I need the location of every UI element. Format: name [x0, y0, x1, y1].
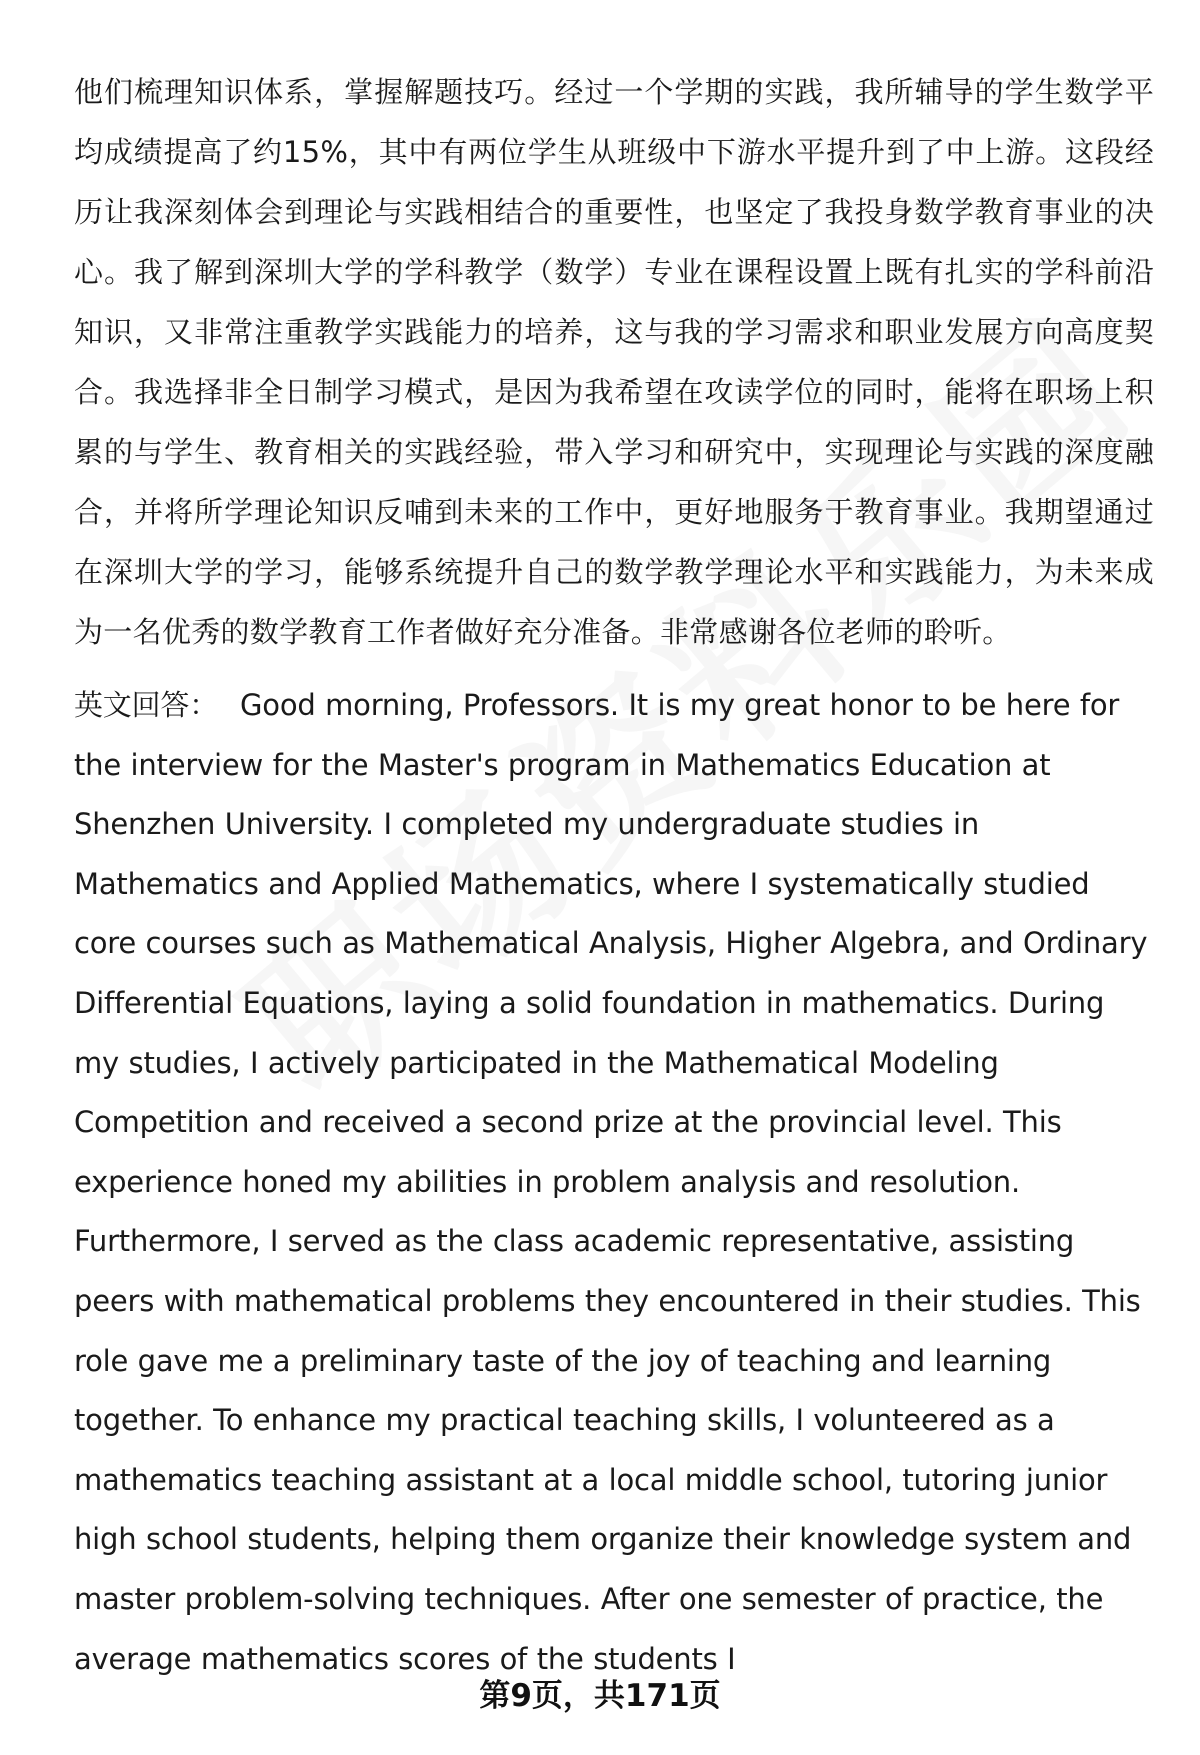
- english-answer-paragraph: [74, 676, 1154, 1689]
- page-content: [74, 62, 1154, 1689]
- english-answer-text: Good morning, Professors. It is my great honor to be here for the interview for the Master's program in Mathematics Education at Shenzhen University. I completed my undergraduate studies in Mathematics and Applied Mathematics, where I systematically studied core courses such as Mathematical Analysis, Higher Algebra, and Ordinary Differential Equations, laying a solid foundation in mathematics. During my studies, I actively participated in the Mathematical Modeling Competition and received a second prize at the provincial level. This experience honed my abilities in problem analysis and resolution. Furthermore, I served as the class academic representative, assisting peers with mathematical problems they encountered in their studies. This role gave me a preliminary taste of the joy of teaching and learning together. To enhance my practical teaching skills, I volunteered as a mathematics teaching assistant at a local middle school, tutoring junior high school students, helping them organize their knowledge system and master problem-solving techniques. After one semester of practice, the average mathematics scores of the students I: [74, 688, 1148, 1676]
- english-answer-label: 英文回答：: [74, 688, 219, 722]
- chinese-paragraph: 他们梳理知识体系，掌握解题技巧。经过一个学期的实践，我所辅导的学生数学平均成绩提高了约15%，其中有两位学生从班级中下游水平提升到了中上游。这段经历让我深刻体会到理论与实践相结合的重要性，也坚定了我投身数学教育事业的决心。我了解到深圳大学的学科教学（数学）专业在课程设置上既有扎实的学科前沿知识，又非常注重教学实践能力的培养，这与我的学习需求和职业发展方向高度契合。我选择非全日制学习模式，是因为我希望在攻读学位的同时，能将在职场上积累的与学生、教育相关的实践经验，带入学习和研究中，实现理论与实践的深度融合，并将所学理论知识反哺到未来的工作中，更好地服务于教育事业。我期望通过在深圳大学的学习，能够系统提升自己的数学教学理论水平和实践能力，为未来成为一名优秀的数学教育工作者做好充分准备。非常感谢各位老师的聆听。: [74, 75, 1154, 649]
- page-number: 第9页，共171页: [479, 1678, 721, 1714]
